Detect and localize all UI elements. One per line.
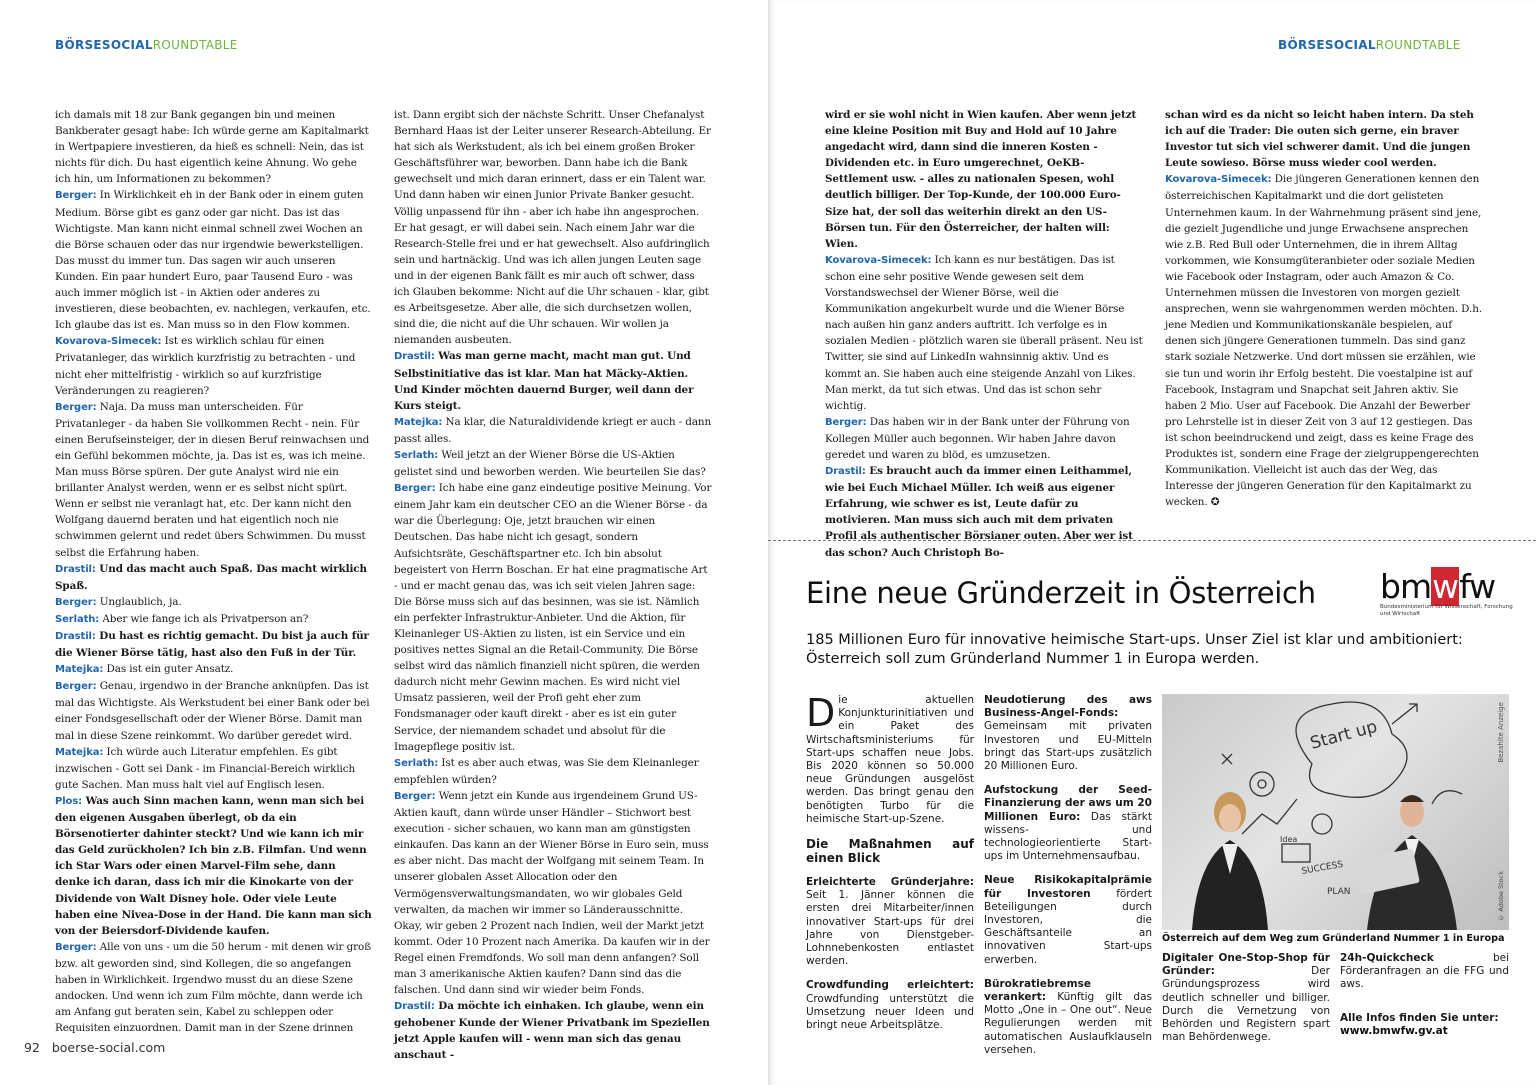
photo-caption: Österreich auf dem Weg zum Gründerland Nummer 1 in Europa [1162, 933, 1505, 944]
speaker-name: Berger: [55, 681, 97, 693]
paragraph-text: Alle von uns - um die 50 herum - mit denen wir groß bzw. alt geworden sind, sind Kollegen, die so angefangen haben in Wirklichkeit. Irgendwo musst du an diese Szene andocken. Und wenn ich zum Film möchte, dann werde ich am Anfang gut beraten sein, Kabel zu schleppen oder Requisiten einzuordnen. Damit man in der Szene drinnen [55, 940, 372, 1035]
paragraph-text: Die jüngeren Generationen kennen den österreichischen Kapitalmarkt und die dort gelisteten Unternehmen kaum. In der Wahrnehmung präsent sind jene, die gezielt Jugendliche und junge Erwachsene ansprechen wie z.B. Red Bull oder Unternehmen, die in ihrem Alltag vorkommen, wie Konsumgüteranbieter oder soziale Medien wie Facebook oder Instagram, oder auch Amazon & Co. Unternehmen müssen die Investoren von morgen gezielt ansprechen, wenn sie wahrgenommen werden möchten. D.h. jene Medien und Kommunikationskanäle bespielen, auf denen sich jüngere Generationen tummeln. Das sind ganz stark soziale Netzwerke. Und dort müssen sie erzählen, wie sie tun und worin ihr Erfolg besteht. Die voestalpine ist auf Facebook, Instagram und Snapchat seit Jahren aktiv. Sie haben 2 Mio. User auf Facebook. Die Anzahl der Bewerber pro Lehrstelle ist in dieser Zeit von 3 auf 12 gestiegen. Das ist schon beeindruckend und zeigt, dass es keine Frage des Produktes ist, sondern eine Frage der zielgruppengerechten Kommunikation. Vielleicht ist auch das der Weg, das Interesse der jüngeren Generation für den Kapitalmarkt zu wecken. ✪ [1165, 173, 1483, 509]
speaker-name: Drastil: [55, 563, 96, 575]
speaker-name: Berger: [394, 790, 436, 802]
speaker-name: Kovarova-Simecek: [55, 336, 162, 348]
footer-site: boerse-social.com [51, 1040, 166, 1055]
speaker-name: Berger: [55, 596, 97, 608]
businesswoman-figure [1192, 792, 1268, 930]
speaker-name: Kovarova-Simecek: [825, 254, 932, 266]
paragraph-text: Ist es wirklich schlau für einen Privatanleger, das wirklich kurzfristig zu betrachten - und nicht eher mittelfristig - wirklich so auf kurzfristige Veränderungen zu reagieren? [55, 335, 356, 397]
speaker-name: Serlath: [394, 757, 439, 769]
paragraph [55, 107, 373, 187]
startup-photo [1162, 694, 1509, 930]
paragraph-text: Weil jetzt an der Wiener Börse die US-Aktien gelistet sind und beworben werden. Wie beurteilen Sie das? [394, 448, 706, 479]
paragraph [825, 463, 1143, 561]
paragraph [825, 414, 1143, 463]
paragraph [394, 788, 712, 998]
ministry-url-link[interactable]: www.bmwfw.gv.at [1340, 1024, 1448, 1037]
paragraph-text: Wenn jetzt ein Kunde aus irgendeinem Grund US-Aktien kauft, dann würde unser Händler – Stichwort best execution - sicher schauen, wo kann man am günstigsten einkaufen. Das kann an der Wiener Börse in Euro sein, muss es aber nicht. Das macht der Wolfgang mit seinem Team. In unserer globalen Asset Allocation oder den Vermögensverwaltungsmandaten, wo wir globales Geld verwalten, da machen wir immer so Länderausschnitte. Okay, wir geben 2 Prozent nach Indien, weil der Markt jetzt kommt. Oder 10 Prozent nach Amerika. Da kaufen wir in der Regel einen Fremdfonds. Wo soll man denn anfangen? Soll man 3 amerikanische Aktien kaufen? Dann sind das die falschen. Und dann sind wir wieder beim Fonds. [394, 789, 710, 997]
speaker-name: Berger: [825, 416, 867, 428]
speaker-name: Drastil: [394, 1001, 435, 1013]
speaker-name: Drastil: [394, 351, 435, 363]
paragraph [394, 414, 712, 447]
speaker-name: Kovarova-Simecek: [1165, 174, 1272, 186]
paragraph-text: Aber wie fange ich als Privatperson an? [99, 612, 309, 625]
paragraph [55, 187, 373, 333]
paragraph-text: Das ist ein guter Ansatz. [103, 663, 234, 676]
paragraph [825, 252, 1143, 414]
paragraph [1165, 107, 1483, 171]
paragraph [825, 107, 1143, 252]
page-number: 92 [24, 1040, 40, 1055]
section-header: BÖRSESOCIALROUNDTABLE [55, 38, 238, 52]
article-column-3 [825, 107, 1143, 559]
speaker-name: Serlath: [55, 613, 100, 625]
paragraph-text: Du hast es richtig gemacht. Du bist ja auch für die Wiener Börse tätig, hast also den Fuß in der Tür. [55, 630, 369, 660]
article-column-2 [394, 107, 712, 1062]
ad-column-2: Neudotierung des aws Business-Angel-Fonds: Gemeinsam mit privaten Investoren und EU-Mitteln bringt das Start-ups zusätzlich 20 Millionen Euro. Aufstockung der Seed-Finanzierung der aws um 20 Millionen Euro: Das stärkt wissens- und technologieorientierte Start-ups im Unternehmensaufbau. Neue Risikokapitalprämie für Investoren fördert Beteiligungen durch Investoren, die Geschäftsanteile an innovativen Start-ups erwerben. Bürokratiebremse verankert: Künftig gilt das Motto „One in – One out“. Neue Regulierungen werden mit automatischen Auslaufklauseln versehen. [984, 694, 1153, 1056]
paragraph [394, 998, 712, 1063]
paragraph [55, 744, 373, 793]
speaker-name: Matejka: [55, 664, 104, 676]
speaker-name: Matejka: [55, 746, 104, 758]
paragraph-text: ich damals mit 18 zur Bank gegangen bin und meinen Bankberater gesagt habe: Ich würde gerne am Kapitalmarkt in Wertpapiere investieren, da hieß es schnell: Nein, das ist nichts für dich. Du hast eigentlich keine Ahnung. Wo gehe ich hin, um Informationen zu bekommen? [55, 109, 369, 186]
measures-heading: Die Maßnahmen auf einen Blick [806, 837, 974, 866]
paragraph-text: Da möchte ich einhaken. Ich glaube, wenn ein gehobener Kunde der Wiener Privatbank im Speziellen jetzt Apple kaufen will - wenn man sich das genau anschaut - [394, 1000, 710, 1062]
ad-column-1: Die aktuellen Konjunkturinitiativen und ein Paket des Wirtschaftsministeriums für Start-ups schaffen neue Jobs. Bis 2020 können so 50.000 neue Gründungen ausgelöst werden. Das bringt genau den benötigten Turbo für die heimische Start-up-Szene. Die Maßnahmen auf einen Blick Erleichterte Gründerjahre: Seit 1. Jänner können die ersten drei Mitarbeiter/innen innovativer Start-ups für drei Jahre von Dienstgeber-Lohnnebenkosten entlastet werden. Crowdfunding erleichtert: Crowdfunding unterstützt die Umsetzung neuer Ideen und bringt neue Arbeitsplätze. [806, 691, 974, 1032]
gear-doodle-icon [1250, 772, 1274, 796]
speaker-name: Plos: [55, 795, 83, 807]
rocket-doodle-icon [1392, 704, 1417, 724]
paragraph [55, 661, 373, 678]
bulb-doodle-icon [1312, 814, 1332, 834]
paragraph-text: Ich habe eine ganz eindeutige positive Meinung. Vor einem Jahr kam ein deutscher CEO an die Wiener Börse - da war die Überlegung: Oje, jetzt brauchen wir einen Deutschen. Das habe nicht ich gesagt, sondern Aufsichtsräte, Geschäftspartner etc. Ich bin absolut begeistert von Herrn Boschan. Er hat eine pragmatische Art - und er macht genau das, was ich seit vielen Jahren sage: Die Börse muss sich auf das besinnen, was sie ist. Nämlich ein perfekter Infrastruktur-Anbieter. Und die Aktion, für Kleinanleger US-Aktien zu listen, ist ein Service und ein positives nettes Signal an die Retail-Community. Die Börse selbst wird das nämlich finanziell nicht spüren, die werden dadurch nicht mehr Gewinn machen. Es wird nicht viel Umsatz passieren, weil der Profi geht eher zum Fondsmanager oder kauft direkt - aber es ist ein guter Service, der niemandem schadet und absolut für die Imagepflege positiv ist. [394, 482, 712, 753]
photo-credit: © Adobe Stock [1497, 871, 1505, 922]
paragraph-text: Was auch Sinn machen kann, wenn man sich bei den eigenen Ausgaben überlegt, ob da ein Börsenotierter dahinter steckt? Und wie kann ich mir das Geld zurückholen? Ich bin z.B. Filmfan. Und wenn ich Star Wars oder einen Marvel-Film sehe, dann denke ich daran, dass ich mir die Kinokarte von der Dividende von Walt Disney hole. Oder viele Leute haben eine Nivea-Dose in der Hand. Die kann man sich von der Beiersdorf-Dividende kaufen. [55, 794, 372, 937]
paragraph-text: Und das macht auch Spaß. Das macht wirklich Spaß. [55, 562, 367, 592]
ad-title: Eine neue Gründerzeit in Österreich [806, 576, 1316, 610]
article-column-4 [1165, 107, 1483, 517]
ad-column-4: 24h-Quickcheck bei Förderanfragen an die FFG und aws. Alle Infos finden Sie unter: www.bmwfw.gv.at [1340, 952, 1509, 1037]
paragraph-text: Was man gerne macht, macht man gut. Und Selbstinitiative das ist klar. Man hat Mäcky-Aktien. Und Kinder möchten dauernd Burger, weil dann der Kurs steigt. [394, 350, 694, 412]
paragraph [55, 561, 373, 594]
paragraph-text: Naja. Da muss man unterscheiden. Für Privatanleger - da haben Sie vollkommen Recht - nein. Für einen Berufseinsteiger, der in diesen Beruf reinwachsen und ein Gefühl bekommen möchte, ja. Das ist es, was ich meine. Man muss Börse spüren. Der gute Analyst wird nie ein brillanter Analyst werden, wenn er es selbst nicht spürt. Wenn er selbst nie veranlagt hat, etc. Der kann nicht den Wolfgang dauernd beraten und hat eigentlich noch nie schwimmen gelernt und redet übers Schwimmen. Du musst selbst die Erfahrung haben. [55, 400, 370, 559]
paragraph [55, 399, 373, 561]
ad-intro: ie aktuellen Konjunkturinitiativen und ein Paket des Wirtschaftsministeriums für Start-ups schaffen neue Jobs. Bis 2020 können so 50.000 neue Gründungen ausgelöst werden. Das bringt genau den benötigten Turbo für die heimische Start-up-Szene. [806, 694, 974, 825]
paragraph [394, 755, 712, 788]
sketch-idea: Idea [1280, 835, 1298, 844]
paragraph [394, 447, 712, 480]
paragraph [55, 594, 373, 611]
page-footer [24, 1040, 165, 1055]
paragraph [394, 348, 712, 413]
info-label: Alle Infos finden Sie unter: [1340, 1011, 1499, 1024]
paragraph [394, 107, 712, 348]
paragraph [394, 480, 712, 755]
paragraph-text: Es braucht auch da immer einen Leithammel, wie bei Euch Michael Müller. Ich weiß aus eigener Erfahrung, wie schwer es ist, Leute dafür zu motivieren. Man muss sich auch mit dem privaten Profil als authentischer Börsianer outen. Aber wer ist das schon? Auch Christoph Bo- [825, 465, 1133, 559]
ad-column-3: Digitaler One-Stop-Shop für Gründer: Der Gründungsprozess wird deutlich schneller und billiger. Durch die Vernetzung von Behörden und Registern spart man Behördenwege. [1162, 952, 1330, 1044]
chart-doodle-icon [1242, 799, 1297, 834]
paragraph [55, 611, 373, 628]
drop-cap: D [806, 691, 836, 735]
speaker-name: Berger: [55, 190, 97, 202]
paragraph-text: ist. Dann ergibt sich der nächste Schritt. Unser Chefanalyst Bernhard Haas ist der Leiter unserer Research-Abteilung. Er hat sich als Werkstudent, als ich bei einem großen Broker Geschäftsführer war, beworben. Dann habe ich die Bank gewechselt und mich daran erinnert, dass er ein Talent war. Und dann haben wir einen Junior Private Banker gesucht. Völlig unpassend für ihn - aber ich habe ihn angesprochen. Er hat gesagt, er will dabei sein. Nach einem Jahr war die Research-Stelle frei und er hat gewechselt. Also aufdringlich sein und hartnäckig. Und was ich allen jungen Leuten sage und in der eigenen Bank fällt es mir auch oft schwer, dass ich Glauben bekomme: Nicht auf die Uhr schauen - klar, gibt es Arbeitsgesetze. Aber alle, die sich durchsetzen wollen, sind die, die nicht auf die Uhr schauen. Wir wollen ja niemanden ausbeuten. [394, 109, 711, 347]
paragraph [55, 793, 373, 939]
paragraph-text: Ich würde auch Literatur empfehlen. Es gibt inzwischen - Gott sei Dank - im Financial-Bereich wirklich gute Sachen. Man muss halt viel auf Englisch lesen. [55, 745, 356, 791]
paragraph-text: Ist es aber auch etwas, was Sie dem Kleinanleger empfehlen würden? [394, 756, 699, 786]
sketch-success: SUCCESS [1300, 859, 1344, 877]
paid-ad-mark: Bezahlte Anzeige [1497, 702, 1505, 763]
paragraph-text: In Wirklichkeit eh in der Bank oder in einem guten Medium. Börse gibt es ganz oder gar nicht. Das ist das Wichtigste. Man kann nicht einmal schnell zwei Wochen an die Börse schauen oder das nur irgendwie bewerkstelligen. Das musst du immer tun. Das sagen wir auch unseren Kunden. Ein paar hundert Euro, paar Tausend Euro - was auch immer möglich ist - in Aktien oder anderes zu investieren, diese beobachten, ev. nachlegen, verkaufen, etc. Ich glaube das ist es. Man muss so in den Flow kommen. [55, 189, 371, 332]
right-page [768, 0, 1536, 1085]
logo-subtitle: Bundesministerium für Wissenschaft, Forschung und Wirtschaft [1380, 604, 1513, 617]
paragraph [55, 939, 373, 1037]
speaker-name: Serlath: [394, 449, 439, 461]
paragraph-text: schan wird es da nicht so leicht haben intern. Da steh ich auf die Trader: Die outen sich gerne, ein braver Investor tut sich viel schwerer damit. Und die jungen Leute sowieso. Börse muss wieder cool werden. [1165, 109, 1474, 170]
sketch-startup: Start up [1308, 716, 1380, 754]
article-column-1 [55, 107, 373, 1035]
paragraph [55, 678, 373, 743]
paragraph [55, 333, 373, 398]
paragraph-text: Genau, irgendwo in der Branche anknüpfen. Das ist mal das Wichtigste. Als Werkstudent bei einer Bank oder bei einer Fondsgesellschaft oder der Wiener Börse. Damit man mal in diese Szene reinkommt. Wo darüber geredet wird. [55, 680, 370, 742]
paragraph-text: Unglaublich, ja. [96, 595, 182, 608]
paragraph-text: Na klar, die Naturaldividende kriegt er auch - dann passt alles. [394, 415, 712, 445]
speaker-name: Berger: [55, 941, 97, 953]
ad-subtitle: 185 Millionen Euro für innovative heimische Start-ups. Unser Ziel ist klar und ambitioniert: Österreich soll zum Gründerland Nummer 1 in Europa werden. [806, 632, 1463, 667]
startup-illustration [1162, 694, 1509, 930]
paragraph [1165, 171, 1483, 510]
ministry-logo: bmwfw Bundesministerium für Wissenschaft, Forschung und Wirtschaft [1380, 570, 1520, 630]
paragraph-text: Ich kann es nur bestätigen. Das ist schon eine sehr positive Wende gewesen seit dem Vorstandswechsel der Wiener Börse, weil die Kommunikation angekurbelt wurde und die Wiener Börse nach außen hin ganz anders auftritt. Ich verfolge es in sozialen Medien - plötzlich waren sie überall präsent. Neu ist Twitter, sie sind auf LinkedIn wahnsinnig aktiv. Und es kommt an. Sie haben auch eine steigende Anzahl von Likes. Man merkt, da tut sich etwas. Und das ist schon sehr wichtig. [825, 253, 1143, 412]
paragraph [55, 628, 373, 661]
speaker-name: Drastil: [55, 631, 96, 642]
speaker-name: Berger: [394, 483, 436, 495]
screen-doodle-icon [1282, 844, 1310, 862]
sketch-plan: PLAN [1327, 887, 1351, 897]
speaker-name: Berger: [55, 401, 97, 413]
speaker-name: Drastil: [825, 466, 866, 478]
businessman-figure [1354, 795, 1457, 930]
ad-separator [768, 540, 1536, 541]
section-header-right: BÖRSESOCIALROUNDTABLE [1278, 38, 1461, 52]
paragraph-text: Das haben wir in der Bank unter der Führung von Kollegen Müller auch begonnen. Wir haben Jahre davon geredet und waren zu blöd, es umzusetzen. [825, 415, 1130, 461]
speaker-name: Matejka: [394, 416, 443, 428]
paragraph-text: wird er sie wohl nicht in Wien kaufen. Aber wenn jetzt eine kleine Position mit Buy and Hold auf 10 Jahre angedacht wird, dann sind die inneren Kosten - Dividenden etc. in Euro umgerechnet, OeKB-Settlement usw. - alles zu nationalen Spesen, wohl deutlich billiger. Der Top-Kunde, der 100.000 Euro-Size hat, der soll das weiterhin direkt an den US-Börsen tun. Für den Österreicher, der halten will: Wien. [825, 109, 1137, 250]
